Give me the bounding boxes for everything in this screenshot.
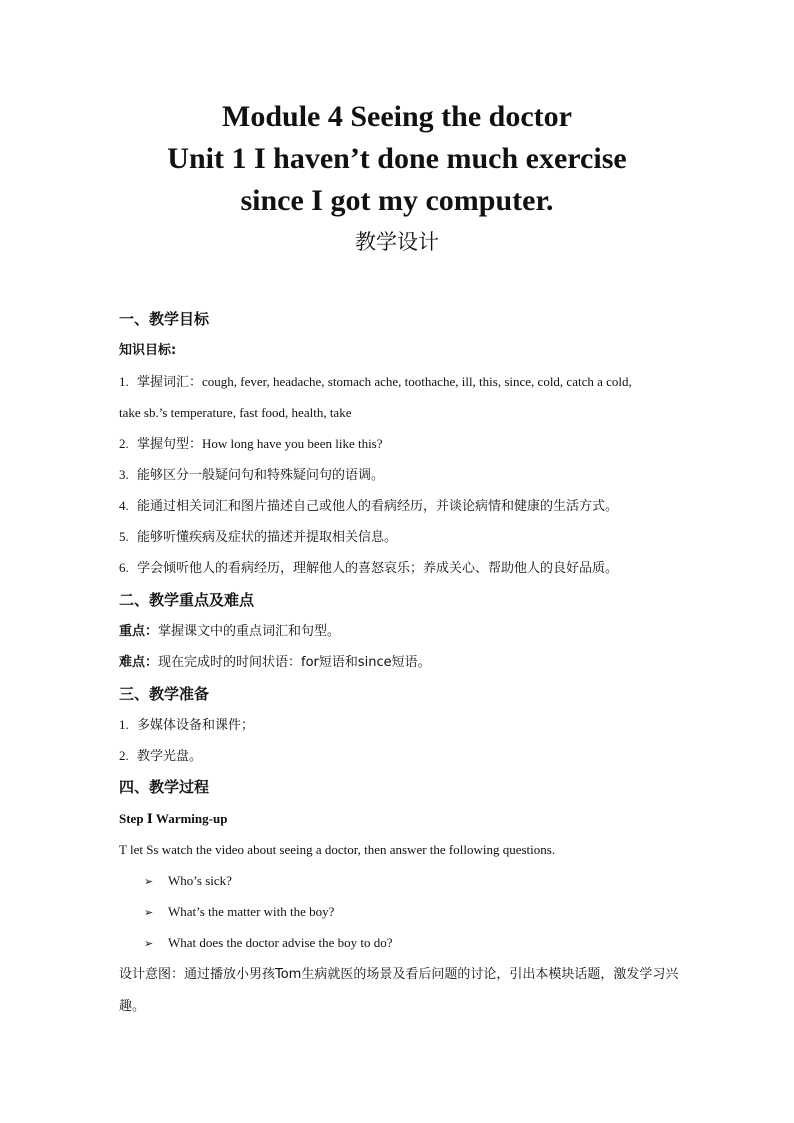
item-text: 多媒体设备和课件； bbox=[137, 718, 255, 733]
difficult-point-label: 难点： bbox=[119, 655, 159, 670]
item-number: 2. bbox=[119, 748, 129, 763]
section-heading-key-points: 二、教学重点及难点 bbox=[119, 591, 255, 609]
question-text: What’s the matter with the boy? bbox=[168, 904, 335, 919]
section-heading-preparation: 三、教学准备 bbox=[119, 685, 210, 703]
question-text: What does the doctor advise the boy to do? bbox=[168, 935, 393, 950]
title-line-1: Module 4 Seeing the doctor bbox=[222, 100, 572, 133]
question-text: Who’s sick? bbox=[168, 873, 232, 888]
title-line-2: Unit 1 I haven’t done much exercise bbox=[167, 142, 627, 175]
difficult-point-text: 现在完成时的时间状语：for短语和since短语。 bbox=[158, 655, 431, 670]
item-text: 学会倾听他人的看病经历，理解他人的喜怒哀乐；养成关心、帮助他人的良好品质。 bbox=[137, 561, 619, 576]
item-text: 教学光盘。 bbox=[137, 749, 203, 764]
arrow-bullet-icon: ➢ bbox=[144, 906, 154, 919]
item-text: 能通过相关词汇和图片描述自己或他人的看病经历，并谈论病情和健康的生活方式。 bbox=[137, 499, 619, 514]
key-point-label: 重点： bbox=[119, 624, 159, 639]
objective-item-6 bbox=[119, 558, 618, 579]
objective-item-1 bbox=[119, 372, 632, 392]
item-text: 能够区分一般疑问句和特殊疑问句的语调。 bbox=[137, 468, 385, 483]
item-number: 4. bbox=[119, 498, 129, 513]
warming-up-intro: T let Ss watch the video about seeing a doctor, then answer the following questions. bbox=[119, 842, 556, 857]
item-number: 6. bbox=[119, 560, 129, 575]
objective-item-5 bbox=[119, 527, 397, 548]
key-point-line bbox=[119, 621, 340, 642]
item-number: 3. bbox=[119, 467, 129, 482]
document-subtitle: 教学设计 bbox=[355, 230, 439, 254]
key-point-text: 掌握课文中的重点词汇和句型。 bbox=[158, 624, 341, 639]
item-number: 1. bbox=[119, 374, 129, 389]
difficult-point-line bbox=[119, 652, 431, 673]
title-line-3: since I got my computer. bbox=[240, 184, 554, 217]
item-number: 5. bbox=[119, 529, 129, 544]
objective-item-4 bbox=[119, 496, 618, 517]
section-heading-process: 四、教学过程 bbox=[119, 778, 210, 796]
step-warming-up-label: Step Ⅰ Warming-up bbox=[119, 811, 228, 826]
item-text: 能够听懂疾病及症状的描述并提取相关信息。 bbox=[137, 530, 398, 545]
item-text: 掌握词汇：cough, fever, headache, stomach ache, toothache, ill, this, since, cold, catch a cold, bbox=[137, 374, 632, 389]
question-item-3 bbox=[144, 933, 393, 954]
knowledge-objectives-label: 知识目标: bbox=[119, 343, 177, 358]
item-text: take sb.’s temperature, fast food, health, take bbox=[119, 405, 352, 420]
objective-item-2 bbox=[119, 434, 383, 454]
question-item-2 bbox=[144, 902, 334, 923]
objective-item-3 bbox=[119, 465, 384, 486]
design-intent-note: 设计意图：通过播放小男孩Tom生病就医的场景及看后问题的讨论，引出本模块话题，激发学习兴趣。 bbox=[119, 967, 679, 1014]
question-item-1 bbox=[144, 871, 232, 892]
section-heading-objectives: 一、教学目标 bbox=[119, 310, 210, 328]
objective-item-1-continued bbox=[119, 403, 351, 423]
item-number: 2. bbox=[119, 436, 129, 451]
item-text: 掌握句型：How long have you been like this? bbox=[137, 436, 383, 451]
arrow-bullet-icon: ➢ bbox=[144, 937, 154, 950]
preparation-item-1 bbox=[119, 715, 254, 736]
item-number: 1. bbox=[119, 717, 129, 732]
arrow-bullet-icon: ➢ bbox=[144, 875, 154, 888]
preparation-item-2 bbox=[119, 746, 202, 767]
